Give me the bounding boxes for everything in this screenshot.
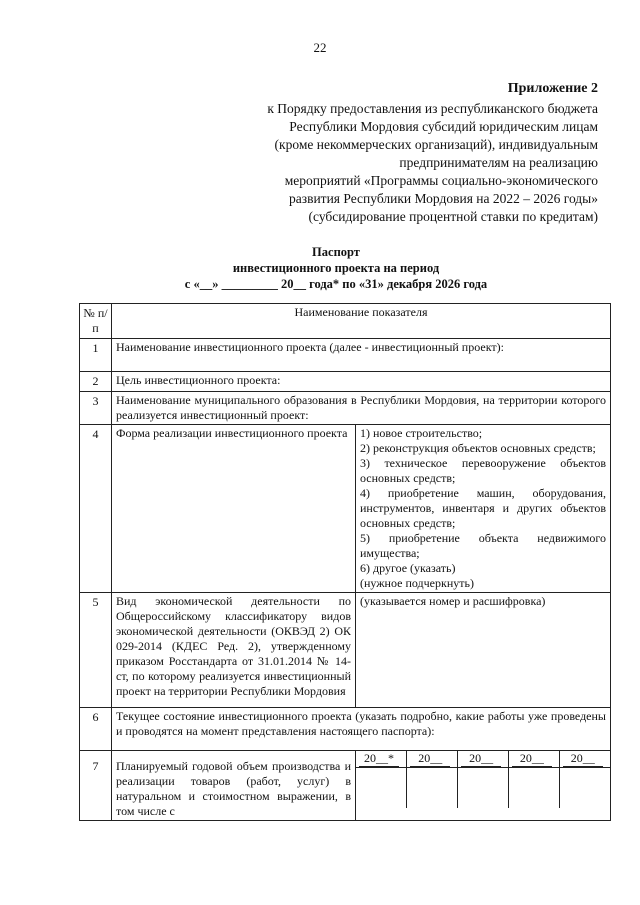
years-value-row	[356, 768, 610, 809]
option-item: 4) приобретение машин, оборудования, инструментов, инвентаря и других объектов основных средств;	[360, 486, 606, 530]
option-item: 3) техническое перевооружение объектов основных средств;	[360, 456, 606, 485]
option-item: 6) другое (указать)	[360, 561, 456, 575]
year-label: 20__	[512, 751, 552, 767]
appendix-line: к Порядку предоставления из республиканского бюджета	[267, 101, 598, 116]
table-row	[80, 392, 611, 425]
value-cell[interactable]	[559, 768, 610, 809]
value-cell[interactable]	[407, 768, 458, 809]
appendix-line: Республики Мордовия субсидий юридическим лицам	[289, 119, 598, 134]
row-text[interactable]: Цель инвестиционного проекта:	[112, 372, 611, 392]
passport-subtitle: инвестиционного проекта на период	[232, 261, 440, 275]
appendix-line: предпринимателям на реализацию	[399, 155, 598, 170]
appendix-title: Приложение 2	[507, 81, 598, 96]
table-row	[80, 708, 611, 751]
row-text[interactable]: Текущее состояние инвестиционного проекта (указать подробно, какие работы уже проведены и проводятся на момент представления настоящего паспорта):	[112, 708, 611, 751]
year-cell[interactable]	[458, 751, 509, 768]
row-number: 4	[80, 425, 112, 593]
row-value[interactable]: (указывается номер и расшифровка)	[356, 593, 611, 708]
passport-title: Паспорт	[312, 245, 360, 259]
years-table	[356, 751, 610, 808]
row-number: 1	[80, 339, 112, 372]
option-note: (нужное подчеркнуть)	[360, 576, 474, 590]
passport-heading	[0, 244, 640, 292]
table-row	[80, 425, 611, 593]
page-number: 22	[313, 40, 327, 55]
table-header-row	[80, 304, 611, 339]
table-row	[80, 593, 611, 708]
year-cell[interactable]	[559, 751, 610, 768]
years-header-row	[356, 751, 610, 768]
row-number: 3	[80, 392, 112, 425]
year-label: 20__*	[359, 751, 399, 767]
row-number: 6	[80, 708, 112, 751]
appendix-line: мероприятий «Программы социально-экономического	[284, 173, 598, 188]
header-indicator-name: Наименование показателя	[112, 304, 611, 339]
row-text[interactable]: Наименование муниципального образования в Республики Мордовия, на территории которого реализуется инвестиционный проект:	[112, 392, 611, 425]
passport-table	[79, 303, 611, 821]
appendix-line: (субсидирование процентной ставки по кредитам)	[308, 209, 598, 224]
appendix-line: развития Республики Мордовия на 2022 – 2026 годы»	[289, 191, 598, 206]
table-row	[80, 751, 611, 821]
year-cell[interactable]	[508, 751, 559, 768]
row-text[interactable]: Наименование инвестиционного проекта (далее - инвестиционный проект):	[112, 339, 611, 372]
value-cell[interactable]	[508, 768, 559, 809]
table-row	[80, 339, 611, 372]
row-label: Вид экономической деятельности по Общероссийскому классификатору видов экономической деятельности (ОКВЭД 2) ОК 029-2014 (КДЕС Ред. 2), утвержденному приказом Росстандарта от 31.01.2014 № 14-ст, по которому реализуется инвестиционный проект на территории Республики Мордовия	[112, 593, 356, 708]
passport-period: с «__» _________ 20__ года* по «31» декабря 2026 года	[184, 277, 488, 291]
option-item: 2) реконструкция объектов основных средств;	[360, 441, 596, 455]
value-cell[interactable]	[356, 768, 407, 809]
year-label: 20__	[461, 751, 501, 767]
option-item: 1) новое строительство;	[360, 426, 483, 440]
yearly-volume-grid	[356, 751, 611, 821]
row-number: 5	[80, 593, 112, 708]
appendix-block	[178, 80, 598, 226]
implementation-form-options[interactable]	[356, 425, 611, 593]
row-label: Планируемый годовой объем производства и реализации товаров (работ, услуг) в натуральном и стоимостном выражении, в том числе с	[112, 751, 356, 821]
value-cell[interactable]	[458, 768, 509, 809]
year-label: 20__	[563, 751, 603, 767]
row-label: Форма реализации инвестиционного проекта	[112, 425, 356, 593]
row-number: 7	[80, 751, 112, 821]
appendix-line: (кроме некоммерческих организаций), индивидуальным	[274, 137, 598, 152]
header-number: № п/п	[80, 304, 112, 339]
year-cell[interactable]	[356, 751, 407, 768]
row-number: 2	[80, 372, 112, 392]
table-row	[80, 372, 611, 392]
option-item: 5) приобретение объекта недвижимого имущества;	[360, 531, 606, 560]
year-cell[interactable]	[407, 751, 458, 768]
year-label: 20__	[410, 751, 450, 767]
